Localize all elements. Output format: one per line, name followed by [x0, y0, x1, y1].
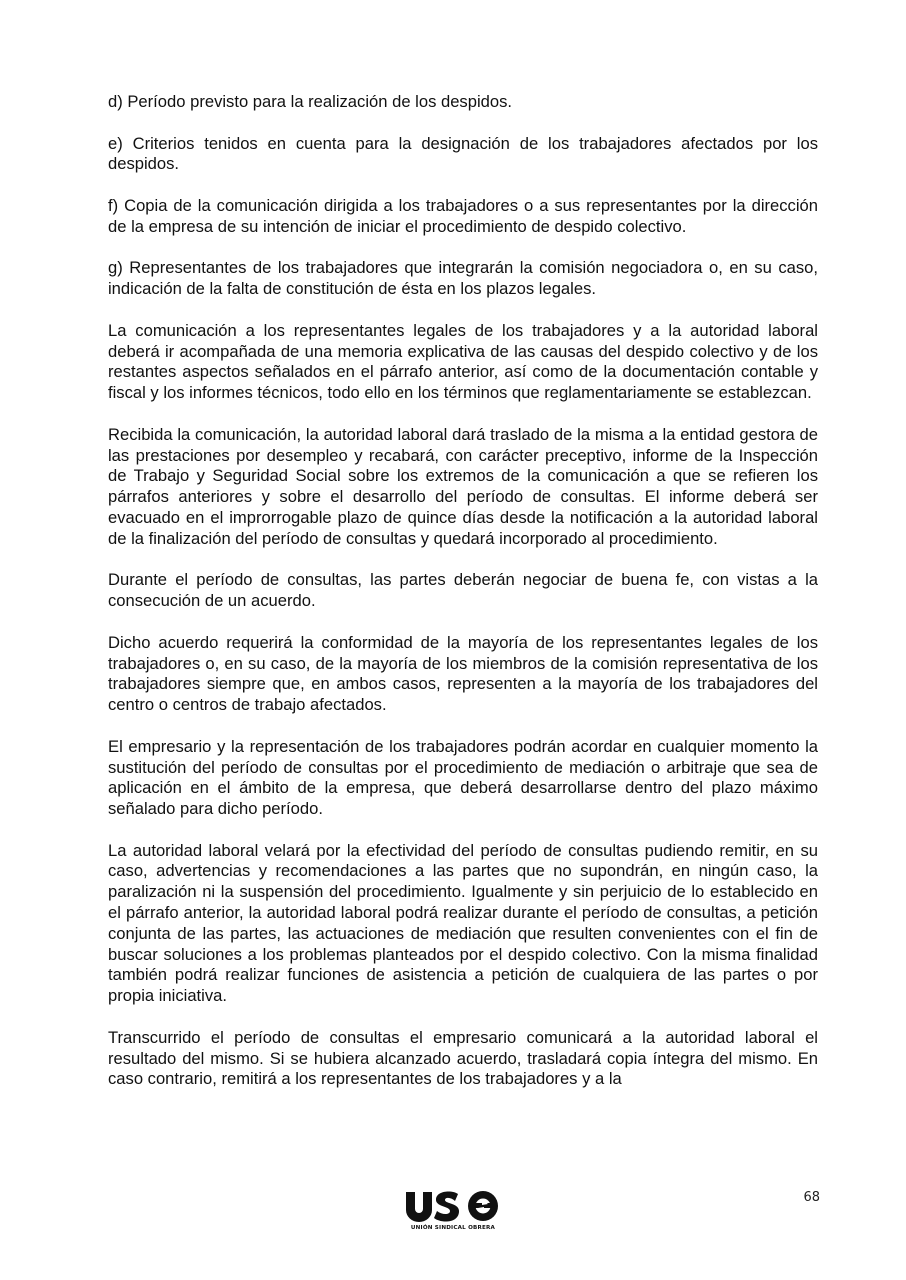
paragraph-item-d: d) Período previsto para la realización de los despidos.: [108, 92, 513, 111]
uso-logo: [403, 1190, 503, 1240]
paragraph-received-communication: Recibida la comunicación, la autoridad laboral dará traslado de la misma a la entidad gestora de las prestaciones por desempleo y recabará, con carácter preceptivo, informe de la Inspección de Trabajo y Seguridad Social sobre los extremos de la comunicación a que se refieren los párrafos anteriores y sobre el desarrollo del período de consultas. El informe deberá ser evacuado en el improrrogable plazo de quince días desde la notificación a la autoridad laboral de la finalización del período de consultas y quedará incorporado al procedimiento.: [108, 424, 818, 548]
paragraph-consultation-period: Durante el período de consultas, las partes deberán negociar de buena fe, con vistas a la consecución de un acuerdo.: [108, 570, 818, 611]
uso-logo-mark-icon: [403, 1190, 503, 1224]
paragraph-communication: La comunicación a los representantes legales de los trabajadores y a la autoridad laboral deberá ir acompañada de una memoria explicativa de las causas del despido colectivo y de los restantes aspectos señalados en el párrafo anterior, así como de la documentación contable y fiscal y los informes técnicos, todo ello en los términos que reglamentariamente se establezcan.: [108, 320, 818, 403]
paragraph-item-g: g) Representantes de los trabajadores que integrarán la comisión negociadora o, en su caso, indicación de la falta de constitución de ésta en los plazos legales.: [108, 258, 818, 299]
paragraph-labor-authority: La autoridad laboral velará por la efectividad del período de consultas pudiendo remitir, en su caso, advertencias y recomendaciones a las partes que no supondrán, en ningún caso, la paralización ni la suspensión del procedimiento. Igualmente y sin perjuicio de lo establecido en el párrafo anterior, la autoridad laboral podrá realizar durante el período de consultas, a petición conjunta de las partes, las actuaciones de mediación que resulten convenientes con el fin de buscar soluciones a los problemas planteados por el despido colectivo. Con la misma finalidad también podrá realizar funciones de asistencia a petición de cualquiera de las partes o por propia iniciativa.: [108, 840, 818, 1006]
paragraph-after-consultation: Transcurrido el período de consultas el empresario comunicará a la autoridad laboral el resultado del mismo. Si se hubiera alcanzado acuerdo, trasladará copia íntegra del mismo. En caso contrario, remitirá a los representantes de los trabajadores y a la: [108, 1027, 818, 1089]
document-body: [108, 92, 818, 1111]
paragraph-mediation: El empresario y la representación de los trabajadores podrán acordar en cualquier momento la sustitución del período de consultas por el procedimiento de mediación o arbitraje que sea de aplicación en el ámbito de la empresa, que deberá desarrollarse dentro del plazo máximo señalado para dicho período.: [108, 736, 818, 819]
paragraph-item-f: f) Copia de la comunicación dirigida a los trabajadores o a sus representantes por la dirección de la empresa de su intención de iniciar el procedimiento de despido colectivo.: [108, 195, 818, 236]
page-number: 68: [803, 1190, 820, 1205]
logo-caption: UNIÓN SINDICAL OBRERA: [410, 1225, 496, 1231]
paragraph-item-e: e) Criterios tenidos en cuenta para la designación de los trabajadores afectados por los despidos.: [108, 133, 818, 174]
paragraph-agreement: Dicho acuerdo requerirá la conformidad de la mayoría de los representantes legales de los trabajadores o, en su caso, de la mayoría de los miembros de la comisión representativa de los trabajadores siempre que, en ambos casos, representen a la mayoría de los trabajadores del centro o centros de trabajo afectados.: [108, 632, 818, 715]
